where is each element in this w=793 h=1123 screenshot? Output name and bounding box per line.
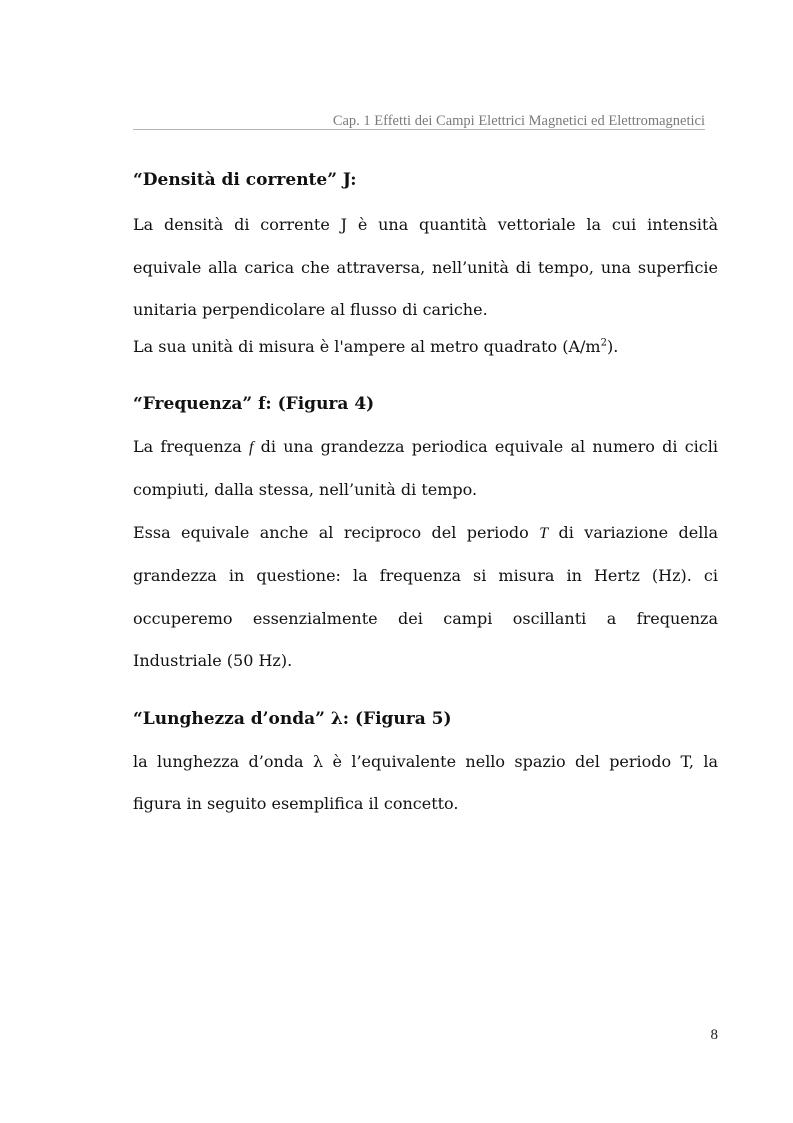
variable-f: f: [248, 438, 254, 456]
section-title: “Frequenza” f: (Figura 4): [133, 393, 375, 414]
paragraph: [133, 426, 718, 512]
paragraph: La densità di corrente J è una quantità vettoriale la cui intensità equivale alla carica che attraversa, nell’unità di tempo, una superficie unitaria perpendicolare al flusso di cariche.: [133, 215, 718, 319]
running-header: Cap. 1 Effetti dei Campi Elettrici Magnetici ed Elettromagnetici: [332, 113, 705, 129]
page-number: 8: [710, 1027, 718, 1043]
page-body: [133, 164, 718, 826]
header-rule: [133, 129, 705, 130]
paragraph: [133, 512, 718, 683]
text-run: Essa equivale anche al reciproco del periodo: [133, 522, 540, 542]
paragraph-unit-text: La sua unità di misura è l'ampere al metro quadrato $(A/m^2)$.: [133, 336, 619, 356]
paragraph-unit: [133, 332, 718, 362]
section-frequency: [133, 388, 718, 683]
superscript-2: 2: [600, 337, 607, 349]
section-title: “Lunghezza d’onda” λ: (Figura 5): [133, 708, 452, 729]
section-wavelength: [133, 703, 718, 826]
text-run: La frequenza: [133, 436, 249, 456]
text-run: di una grandezza periodica equivale al numero di cicli compiuti, dalla stessa, nell’unità di tempo.: [133, 436, 718, 499]
section-current-density: [133, 164, 718, 362]
variable-T: T: [539, 524, 549, 542]
section-title: “Densità di corrente” J:: [133, 170, 357, 190]
paragraph: la lunghezza d’onda λ è l’equivalente nello spazio del periodo T, la figura in seguito esemplifica il concetto.: [133, 751, 718, 813]
text-run: di variazione della grandezza in questione: la frequenza si misura in Hertz (Hz). ci occuperemo essenzialmente dei campi oscillanti a frequenza Industriale (50 Hz).: [133, 522, 719, 670]
